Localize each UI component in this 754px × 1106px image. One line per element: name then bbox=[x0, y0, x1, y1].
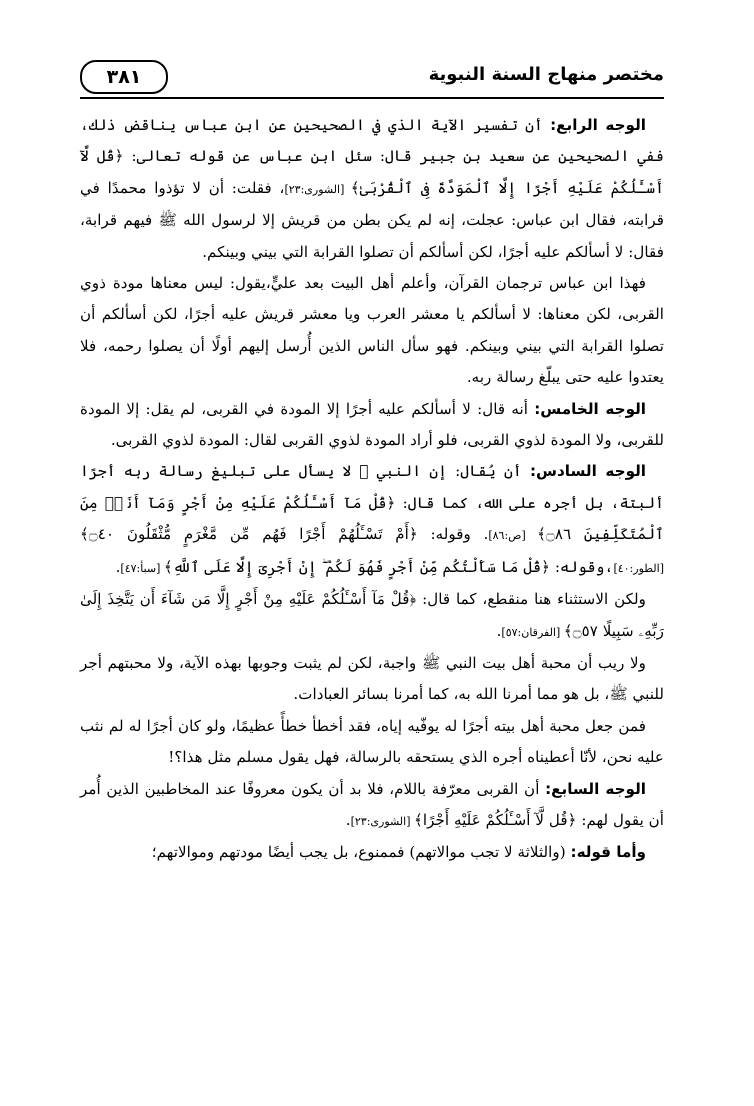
body-text: فمن جعل محبة أهل بيته أجرًا له يوفّيه إياه، فقد أخطأ خطأً عظيمًا، ولو كان أجرًا له لم نثب عليه نحن، لأنّا أعطيناه أجره الذي يستحقه بالرسالة، فهل يقول مسلم مثل هذا؟! bbox=[80, 716, 664, 767]
paragraph bbox=[80, 648, 664, 711]
body-text: فهذا ابن عباس ترجمان القرآن، وأعلم أهل البيت بعد عليٍّ،يقول: ليس معناها مودة ذوي القربى، لكن معناها: لا أسألكم يا معشر العرب ويا معشر قريش عليه أجرًا، لكن أسألكم أن تصلوا القرابة التي بيني وبينكم. فهو سأل الناس الذين أُرسل إليهم أولًا أن يصلوا رحمه، فلا يعتدوا عليه حتى يبلّغ رسالة ربه. bbox=[80, 274, 664, 387]
paragraph bbox=[80, 268, 664, 394]
quran-verse: ﴿قُلْ مَا سَأَلْتُكُم مِّنْ أَجْرٍ فَهُوَ لَكُمْ ۖ إِنْ أَجْرِىَ إِلَّا عَلَى ٱللَّهِ﴾ bbox=[163, 557, 551, 576]
body-text: أنه قال: لا أسألكم عليه أجرًا إلا المودة في القربى، لم يقل: إلا المودة للقربى، ولا المودة لذوي القربى، فلو أراد المودة لذوي القربى لقال: المودة لذوي القربى. bbox=[80, 399, 664, 450]
quran-verse: ﴿قُل لَّآ أَسْـَٔلُكُمْ عَلَيْهِ أَجْرًا إِلَّا ٱلْمَوَدَّةَ فِى ٱلْقُرْبَىٰ﴾ bbox=[80, 147, 664, 197]
section-label: الوجه السابع: bbox=[545, 779, 646, 798]
body-text: ، فقلت: أن لا تؤذوا محمدًا في قرابته، فقال ابن عباس: عجلت، إنه لم يكن بطن من قريش إلا لرسول الله ﷺ فيهم قرابة، فقال: لا أسألكم عليه أجرًا، لكن أسألكم أن تصلوا القرابة التي بيني وبينكم. bbox=[80, 178, 664, 261]
page-body bbox=[80, 110, 664, 869]
verse-reference: [سبأ:٤٧] bbox=[120, 561, 164, 575]
paragraph bbox=[80, 456, 664, 584]
quran-verse: ﴿قُلْ مَآ أَسْـَٔلُكُمْ عَلَيْهِ مِنْ أَجْرٍ إِلَّا مَن شَآءَ أَن يَتَّخِذَ إِلَىٰ رَبِّهِۦ سَبِيلًا ۝٥٧﴾ bbox=[80, 590, 664, 640]
paragraph bbox=[80, 711, 664, 774]
header-divider bbox=[80, 97, 664, 99]
paragraph bbox=[80, 837, 664, 868]
verse-reference: [ص:٨٦] bbox=[488, 529, 538, 543]
section-label: وأما قوله: bbox=[570, 843, 646, 862]
body-text: ولا ريب أن محبة أهل بيت النبي ﷺ واجبة، لكن لم يثبت وجوبها بهذه الآية، ولا محبتهم أجر للنبي ﷺ، بل هو مما أمرنا الله به، كما أمرنا بسائر العبادات. bbox=[80, 653, 664, 704]
paragraph bbox=[80, 110, 664, 268]
paragraph bbox=[80, 774, 664, 838]
verse-reference: [الفرقان:٥٧] bbox=[501, 625, 564, 639]
body-text: . bbox=[496, 621, 502, 640]
page-header bbox=[80, 58, 664, 102]
body-text: . وقوله: bbox=[417, 525, 489, 544]
section-label: الوجه السادس: bbox=[529, 462, 647, 481]
verse-reference: [الطور:٤٠] bbox=[613, 561, 664, 575]
body-text: أن تفسير الآية الذي في الصحيحين عن ابن عباس يناقض ذلك، ففي الصحيحين عن سعيد بن جبير قال: سئل ابن عباس عن قوله تعالى: bbox=[80, 116, 664, 166]
body-text: ولكن الاستثناء هنا منقطع، كما قال: bbox=[416, 590, 647, 609]
section-label: الوجه الرابع: bbox=[550, 116, 646, 134]
body-text: . bbox=[345, 810, 351, 829]
paragraph bbox=[80, 394, 664, 457]
page-number: ٣٨١ bbox=[80, 60, 168, 94]
body-text: . bbox=[115, 557, 121, 576]
section-label: الوجه الخامس: bbox=[534, 399, 646, 418]
body-text: أن يُقال: إن النبي ﷺ لا يسأل على تبليغ رسالة ربه أجرًا ألبتة، بل أجره على الله، كما قال: bbox=[80, 462, 664, 512]
quran-verse: ﴿أَمْ تَسْـَٔلُهُمْ أَجْرًا فَهُم مِّن مَّغْرَمٍ مُّثْقَلُونَ ۝٤٠﴾ bbox=[80, 525, 418, 544]
quran-verse: ﴿قُلْ مَآ أَسْـَٔلُكُمْ عَلَيْهِ مِنْ أَجْرٍ وَمَآ أَنَا۠ مِنَ ٱلْمُتَكَلِّفِينَ ۝٨٦﴾ bbox=[80, 493, 665, 544]
paragraph bbox=[80, 584, 664, 648]
verse-reference: [الشورى:٢٣] bbox=[350, 814, 415, 828]
verse-reference: [الشورى:٢٣] bbox=[284, 182, 351, 196]
body-text: (والثلاثة لا تجب موالاتهم) فممنوع، بل يجب أيضًا مودتهم وموالاتهم؛ bbox=[151, 843, 571, 862]
body-text: أن القربى معرّفة باللام، فلا بد أن يكون معروفًا عند المخاطبين الذين أُمر أن يقول لهم: bbox=[80, 779, 664, 829]
quran-verse: ﴿قُل لَّآ أَسْـَٔلُكُمْ عَلَيْهِ أَجْرًا﴾ bbox=[414, 810, 577, 829]
body-text: ،وقوله: bbox=[550, 557, 614, 576]
book-title: مختصر منهاج السنة النبوية bbox=[428, 64, 664, 85]
